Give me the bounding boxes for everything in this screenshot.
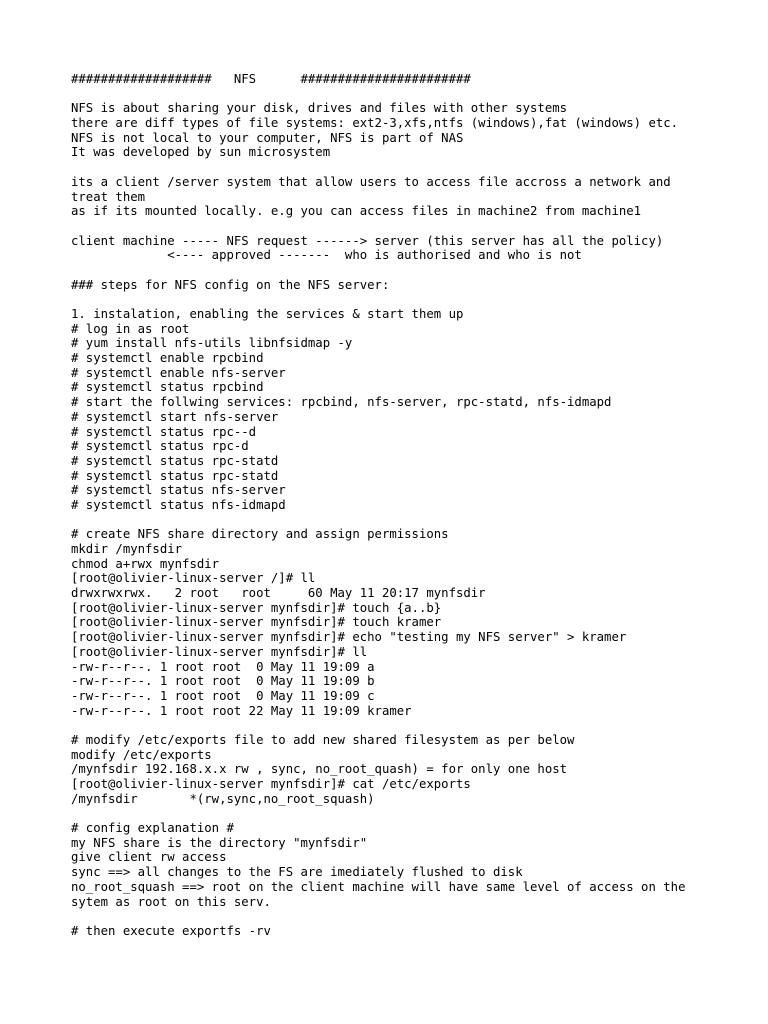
text-line: -rw-r--r--. 1 root root 0 May 11 19:09 c: [71, 688, 375, 703]
text-line: ################### NFS #######################: [71, 72, 471, 86]
text-line: # systemctl status rpc-statd: [71, 468, 279, 483]
text-line: # log in as root: [71, 321, 190, 336]
text-line: my NFS share is the directory "mynfsdir": [71, 835, 368, 850]
text-line: [root@olivier-linux-server mynfsdir]# touch {a..b}: [71, 600, 442, 615]
text-line: sytem as root on this serv.: [71, 894, 271, 909]
blank-line: [71, 718, 731, 733]
text-line: # yum install nfs-utils libnfsidmap -y: [71, 336, 353, 351]
text-line: as if its mounted locally. e.g you can access files in machine2 from machine1: [71, 204, 642, 219]
text-line: client machine ----- NFS request ------> server (this server has all the policy): [71, 233, 664, 248]
text-line: # systemctl status nfs-idmapd: [71, 497, 286, 512]
text-line: there are diff types of file systems: ext2-3,xfs,ntfs (windows),fat (windows) etc.: [71, 116, 679, 131]
text-line: NFS is not local to your computer, NFS is part of NAS: [71, 130, 464, 145]
text-line: sync ==> all changes to the FS are imediately flushed to disk: [71, 865, 523, 880]
text-line: # systemctl start nfs-server: [71, 409, 279, 424]
text-line: [root@olivier-linux-server mynfsdir]# echo "testing my NFS server" > kramer: [71, 630, 627, 645]
text-line: # config explanation #: [71, 821, 234, 836]
text-line: no_root_squash ==> root on the client machine will have same level of access on the: [71, 879, 686, 894]
text-line: # systemctl status rpc-statd: [71, 453, 279, 468]
text-line: modify /etc/exports: [71, 747, 212, 762]
text-line: [root@olivier-linux-server mynfsdir]# cat /etc/exports: [71, 777, 471, 791]
text-line: drwxrwxrwx. 2 root root 60 May 11 20:17 mynfsdir: [71, 586, 486, 601]
blank-line: [71, 160, 731, 175]
text-line: /mynfsdir *(rw,sync,no_root_squash): [71, 791, 375, 806]
text-line: ### steps for NFS config on the NFS server:: [71, 277, 390, 292]
document-body: [71, 72, 731, 939]
blank-line: [71, 909, 731, 924]
blank-line: [71, 806, 731, 821]
text-line: [root@olivier-linux-server mynfsdir]# ll: [71, 644, 368, 659]
blank-line: [71, 513, 731, 528]
text-line: # systemctl status nfs-server: [71, 483, 286, 498]
text-line: give client rw access: [71, 850, 227, 865]
text-line: # modify /etc/exports file to add new shared filesystem as per below: [71, 732, 575, 747]
text-line: -rw-r--r--. 1 root root 0 May 11 19:09 a: [71, 659, 375, 674]
text-line: its a client /server system that allow users to access file accross a network and: [71, 174, 671, 189]
blank-line: [71, 87, 731, 102]
text-line: NFS is about sharing your disk, drives and files with other systems: [71, 101, 568, 116]
text-line: [root@olivier-linux-server mynfsdir]# touch kramer: [71, 615, 442, 630]
text-line: -rw-r--r--. 1 root root 0 May 11 19:09 b: [71, 674, 375, 689]
text-line: mkdir /mynfsdir: [71, 542, 183, 556]
text-line: -rw-r--r--. 1 root root 22 May 11 19:09 kramer: [71, 703, 412, 718]
text-line: # systemctl status rpc-d: [71, 439, 249, 454]
text-line: treat them: [71, 189, 146, 204]
text-line: # systemctl status rpcbind: [71, 380, 264, 395]
text-line: /mynfsdir 192.168.x.x rw , sync, no_root_quash) = for only one host: [71, 762, 568, 777]
text-line: # systemctl enable rpcbind: [71, 351, 264, 366]
blank-line: [71, 292, 731, 307]
text-line: # then execute exportfs -rv: [71, 923, 271, 938]
text-line: # start the follwing services: rpcbind, nfs-server, rpc-statd, nfs-idmapd: [71, 395, 612, 410]
text-line: 1. instalation, enabling the services & start them up: [71, 307, 464, 321]
text-line: # systemctl status rpc--d: [71, 424, 257, 439]
text-line: <---- approved ------- who is authorised and who is not: [71, 248, 582, 263]
blank-line: [71, 263, 731, 278]
blank-line: [71, 219, 731, 234]
text-line: [root@olivier-linux-server /]# ll: [71, 571, 316, 586]
text-line: chmod a+rwx mynfsdir: [71, 556, 220, 571]
text-line: # systemctl enable nfs-server: [71, 365, 286, 380]
text-line: # create NFS share directory and assign permissions: [71, 527, 449, 542]
text-line: It was developed by sun microsystem: [71, 145, 331, 160]
